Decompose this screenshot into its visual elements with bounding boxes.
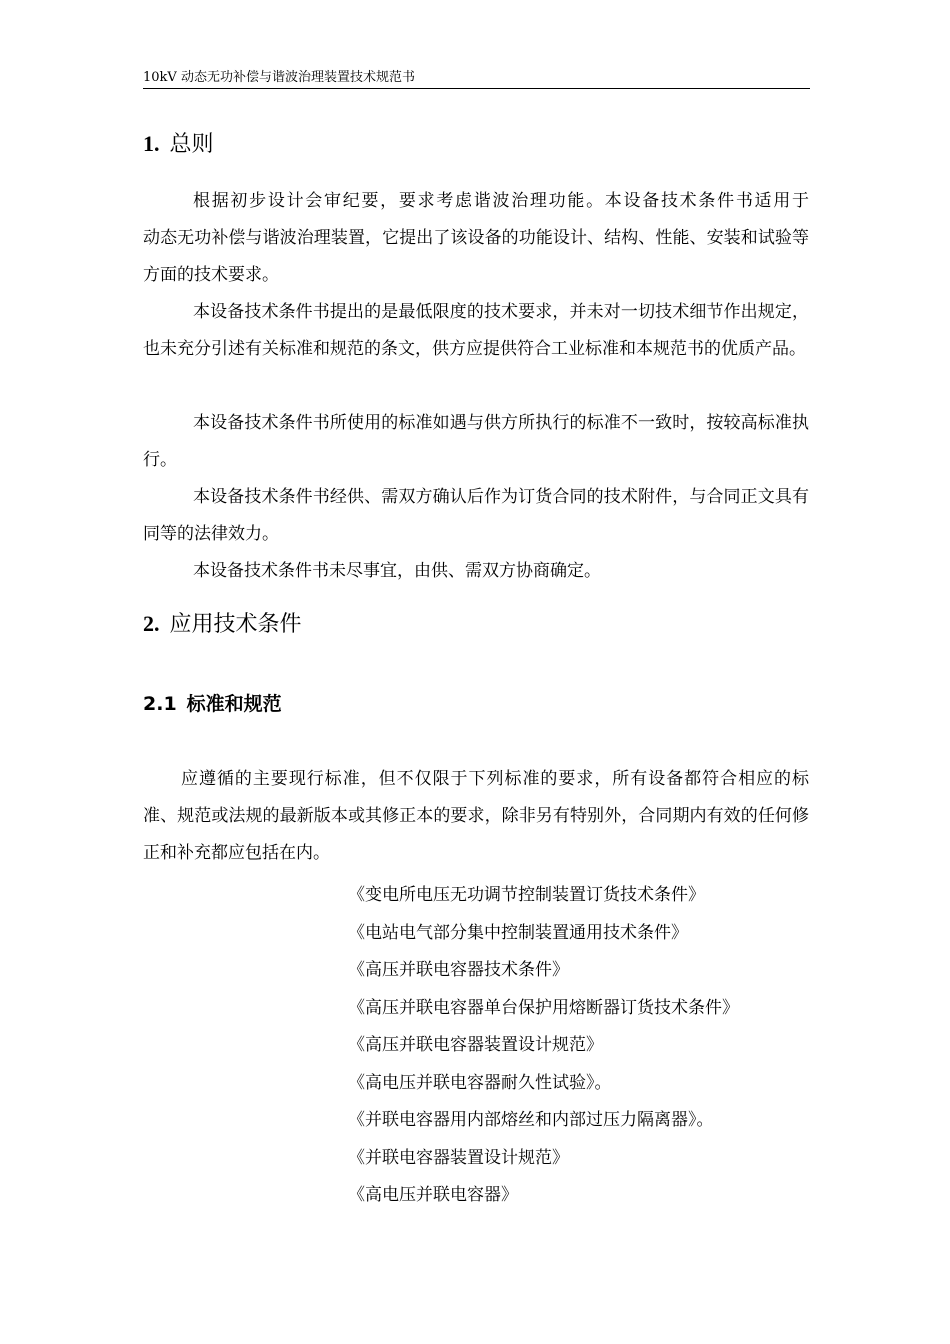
section-1-heading: [143, 130, 214, 159]
header-title: 10kV 动态无功补偿与谐波治理装置技术规范书: [143, 70, 415, 85]
page-header: [143, 70, 810, 89]
list-item: 《高压并联电容器单台保护用熔断器订货技术条件》: [348, 997, 739, 1018]
list-item: 《高压并联电容器技术条件》: [348, 960, 569, 980]
list-item: 《高电压并联电容器耐久性试验》。: [348, 1072, 612, 1093]
list-item: 《高电压并联电容器》: [348, 1185, 518, 1205]
list-item: 《并联电容器装置设计规范》: [348, 1147, 569, 1168]
section-2-1-number: 2.1: [143, 693, 177, 715]
section-2-1-title: 标准和规范: [186, 693, 282, 715]
section-1-paragraph-2: 本设备技术条件书提出的是最低限度的技术要求，并未对一切技术细节作出规定，也未充分引述有关标准和规范的条文，供方应提供符合工业标准和本规范书的优质产品。: [143, 302, 809, 359]
section-2-1-heading: [143, 692, 282, 716]
list-item: 《变电所电压无功调节控制装置订货技术条件》: [348, 885, 705, 905]
section-2-title: 应用技术条件: [169, 612, 302, 637]
section-1-number: 1.: [143, 131, 160, 156]
standards-list: [348, 877, 739, 1215]
list-item: 《并联电容器用内部熔丝和内部过压力隔离器》。: [348, 1110, 714, 1130]
section-1-paragraph-4: 本设备技术条件书经供、需双方确认后作为订货合同的技术附件，与合同正文具有同等的法律效力。: [143, 487, 809, 544]
section-1-paragraph-3: 本设备技术条件书所使用的标准如遇与供方所执行的标准不一致时，按较高标准执行。: [143, 413, 809, 470]
section-2-number: 2.: [143, 611, 160, 636]
section-1-paragraph-1: 根据初步设计会审纪要，要求考虑谐波治理功能。本设备技术条件书适用于 动态无功补偿与谐波治理装置，它提出了该设备的功能设计、结构、性能、安装和试验等方面的技术要求。: [143, 191, 860, 285]
section-2-heading: [143, 610, 302, 639]
list-item: 《高压并联电容器装置设计规范》: [348, 1035, 603, 1055]
section-1-paragraph-5: 本设备技术条件书未尽事宜，由供、需双方协商确定。: [193, 561, 601, 581]
section-1-title: 总则: [169, 132, 214, 157]
section-2-1-paragraph: 应遵循的主要现行标准，但不仅限于下列标准的要求，所有设备都符合相应的标准、规范或法规的最新版本或其修正本的要求，除非另有特别外，合同期内有效的任何修正和补充都应包括在内。: [143, 769, 809, 863]
list-item: 《电站电气部分集中控制装置通用技术条件》: [348, 922, 688, 943]
